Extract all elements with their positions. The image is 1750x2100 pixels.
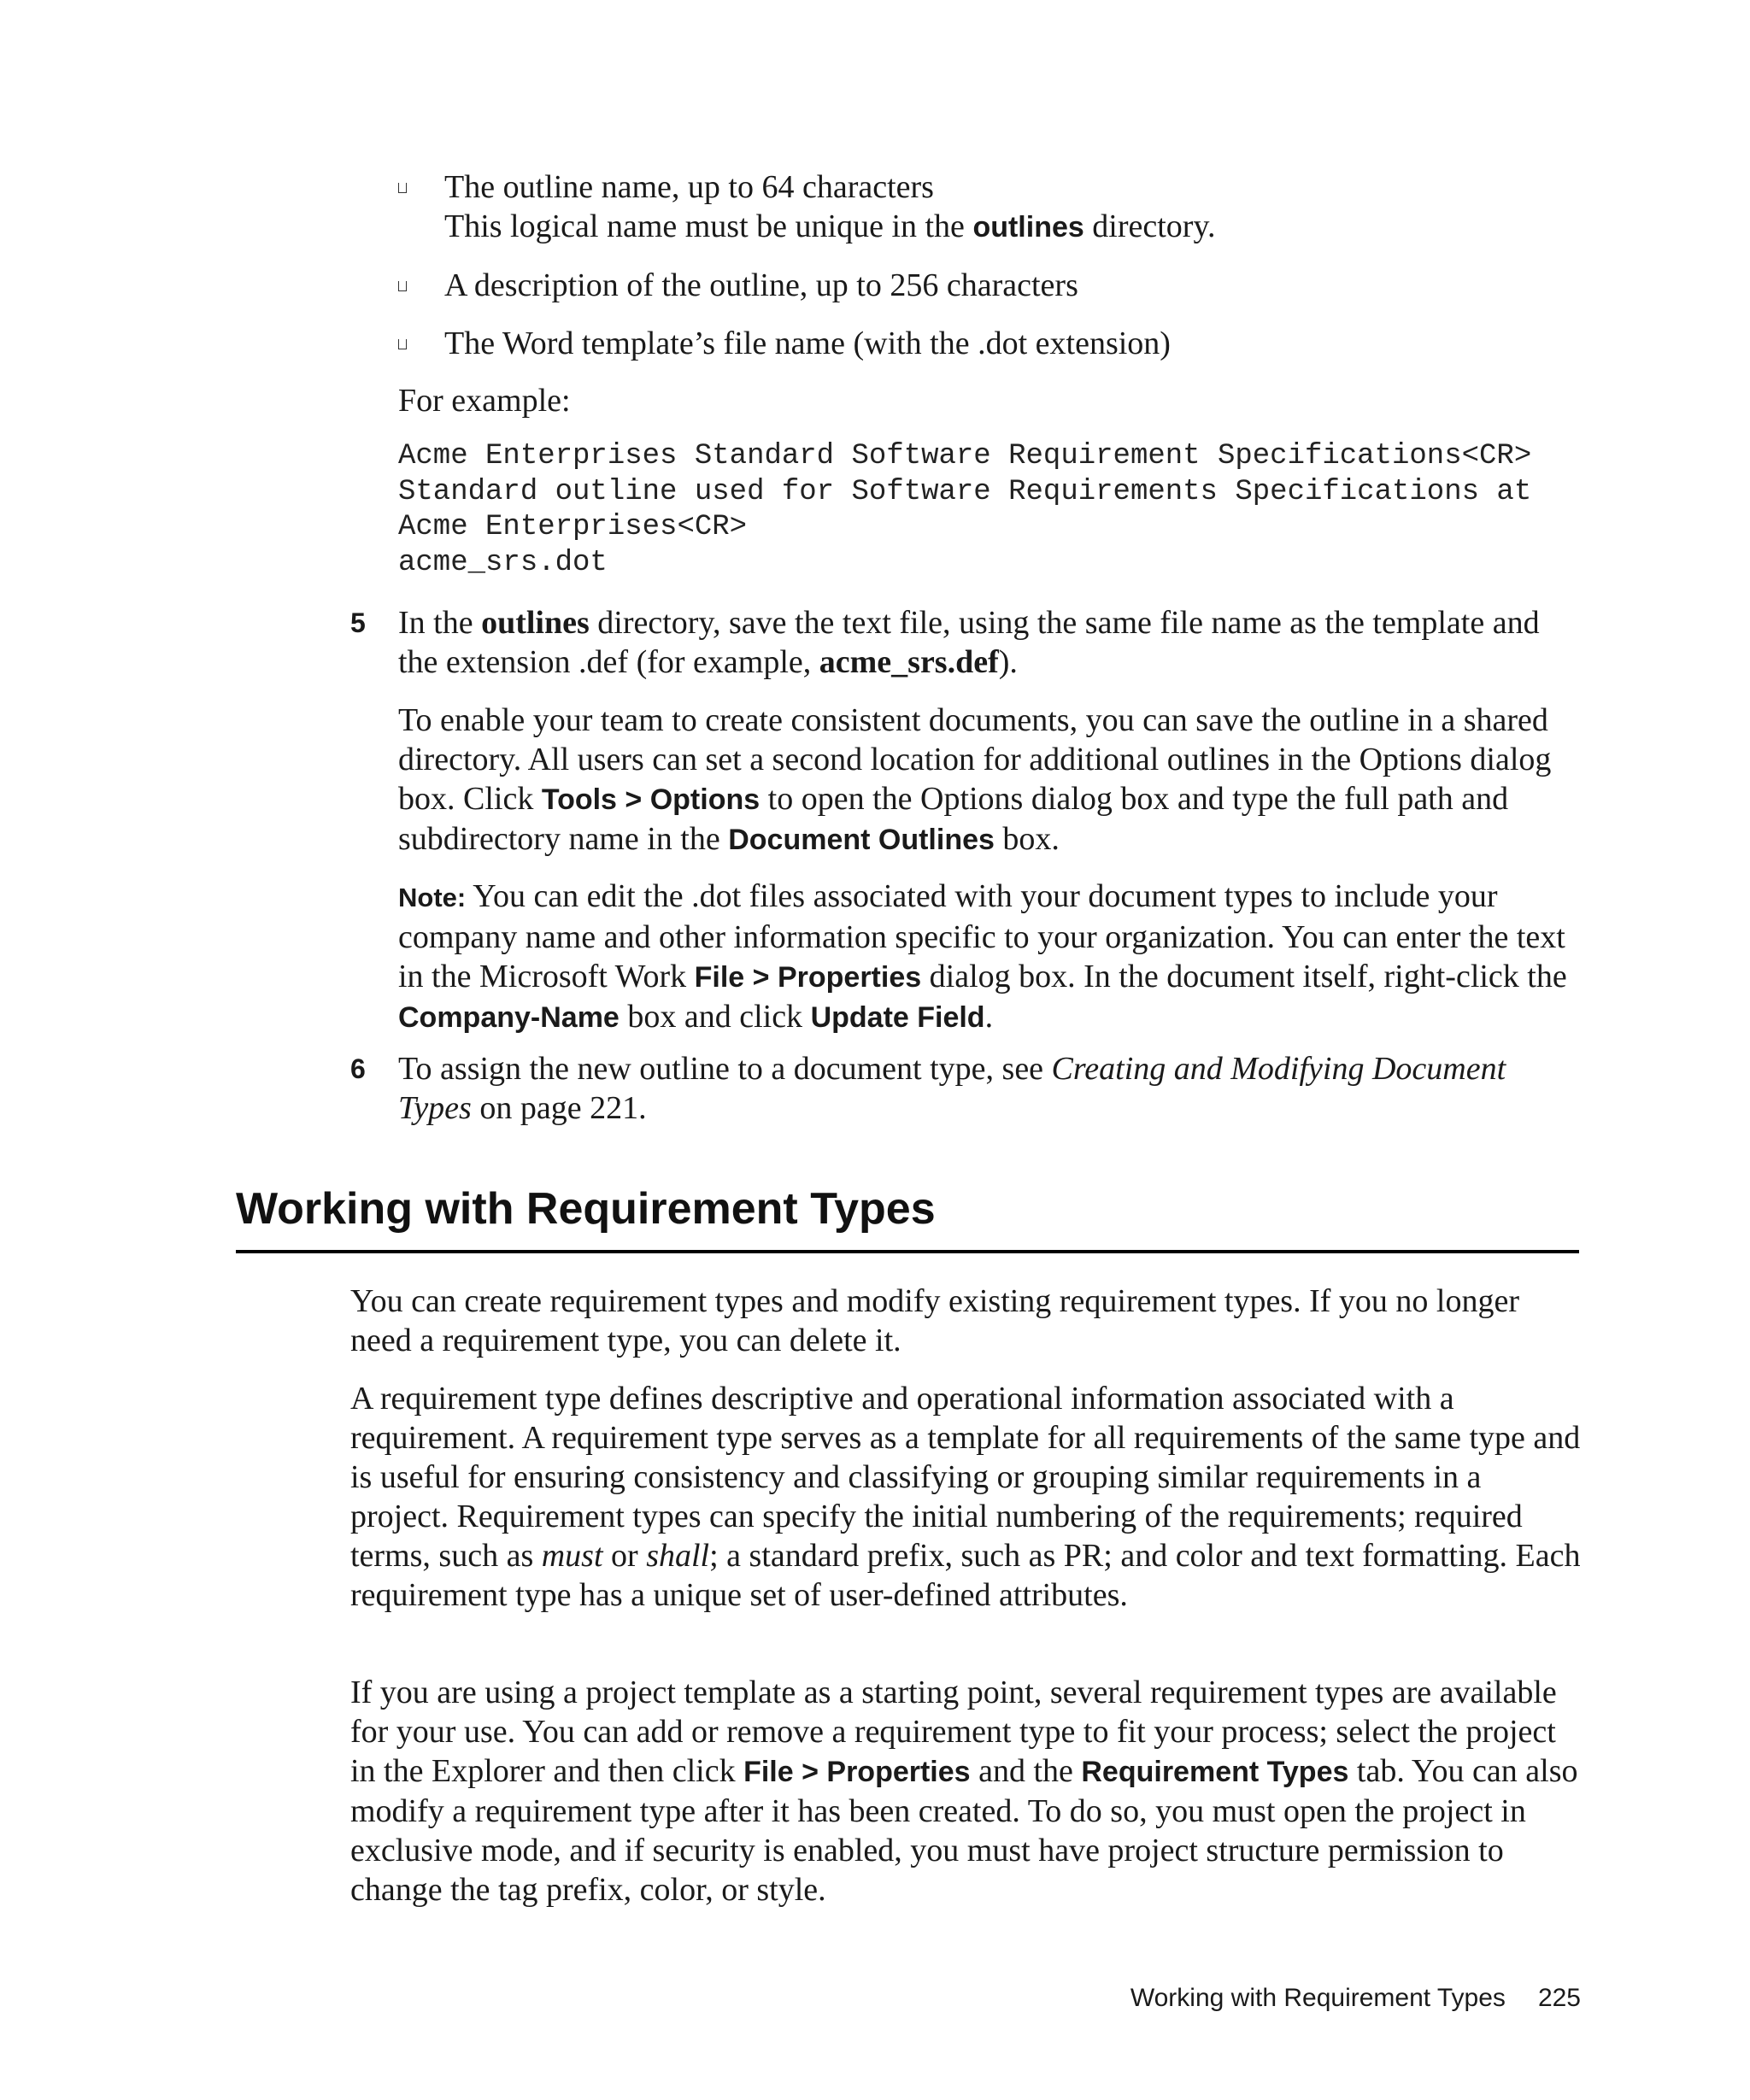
step-5-text: In the outlines directory, save the text file, using the same file name as the template and the extension .def (for example, acme_srs.def). xyxy=(398,605,1540,680)
list-item: A description of the outline, up to 256 characters xyxy=(395,266,1591,305)
heading-rule xyxy=(236,1250,1579,1253)
footer-title: Working with Requirement Types xyxy=(1130,1984,1506,2012)
cross-reference-link: Creating and Modifying Document Types xyxy=(398,1051,1506,1126)
step-5-detail: To enable your team to create consistent documents, you can save the outline in a shared directory. All users can set a second location for additional outlines in the Options dialog box. Click Tools > Options to open the Options dialog box and type the full path and subdirectory name in the Document Outlines box. xyxy=(398,702,1552,857)
code-example xyxy=(398,439,1531,581)
code-line: Acme Enterprises<CR> xyxy=(398,511,748,543)
for-example-label: For example: xyxy=(398,383,571,419)
body-paragraph: A requirement type defines descriptive and operational information associated with a requirement. A requirement type serves as a template for all requirements of the same type and is useful for ensuring consistency and classifying or grouping similar requirements in a project. Requirement types can specify the initial numbering of the requirements; required terms, such as must or shall; a standard prefix, such as PR; and color and text formatting. Each requirement type has a unique set of user-defined attributes. xyxy=(350,1381,1581,1613)
code-line: acme_srs.dot xyxy=(398,546,608,579)
page-number: 225 xyxy=(1537,1984,1581,2012)
step-6-text: To assign the new outline to a document type, see Creating and Modifying Document Types on page 221. xyxy=(398,1051,1506,1126)
list-item: The Word template’s file name (with the .dot extension) xyxy=(395,324,1591,363)
step-number: 5 xyxy=(350,607,366,638)
code-line: Acme Enterprises Standard Software Requirement Specifications<CR> xyxy=(398,440,1532,472)
body-paragraph: If you are using a project template as a starting point, several requirement types are available for your use. You can add or remove a requirement type to fit your process; select the project in the Explorer and then click File > Properties and the Requirement Types tab. You can also modify a requirement type after it has been created. To do so, you must open the project in exclusive mode, and if security is enabled, you must have project structure permission to change the tag prefix, color, or style. xyxy=(350,1675,1578,1908)
bullet-icon xyxy=(398,183,407,193)
bullet-icon xyxy=(398,281,407,291)
note-label: Note: xyxy=(398,883,467,912)
code-line: Standard outline used for Software Requirements Specifications at xyxy=(398,475,1532,508)
bullet-icon xyxy=(398,339,407,349)
step-number: 6 xyxy=(350,1053,366,1084)
list-item: The outline name, up to 64 characters This logical name must be unique in the outlines directory. xyxy=(395,167,1591,247)
note-paragraph: Note: You can edit the .dot files associated with your document types to include your company name and other information specific to your organization. You can enter the text in the Microsoft Work File > Properties dialog box. In the document itself, right-click the Company-Name box and click Update Field. xyxy=(398,878,1567,1035)
outline-fields-list xyxy=(395,167,1591,382)
body-paragraph: You can create requirement types and modify existing requirement types. If you no longer need a requirement type, you can delete it. xyxy=(350,1283,1519,1358)
page-footer xyxy=(1130,1984,1581,2013)
section-heading: Working with Requirement Types xyxy=(236,1184,936,1234)
